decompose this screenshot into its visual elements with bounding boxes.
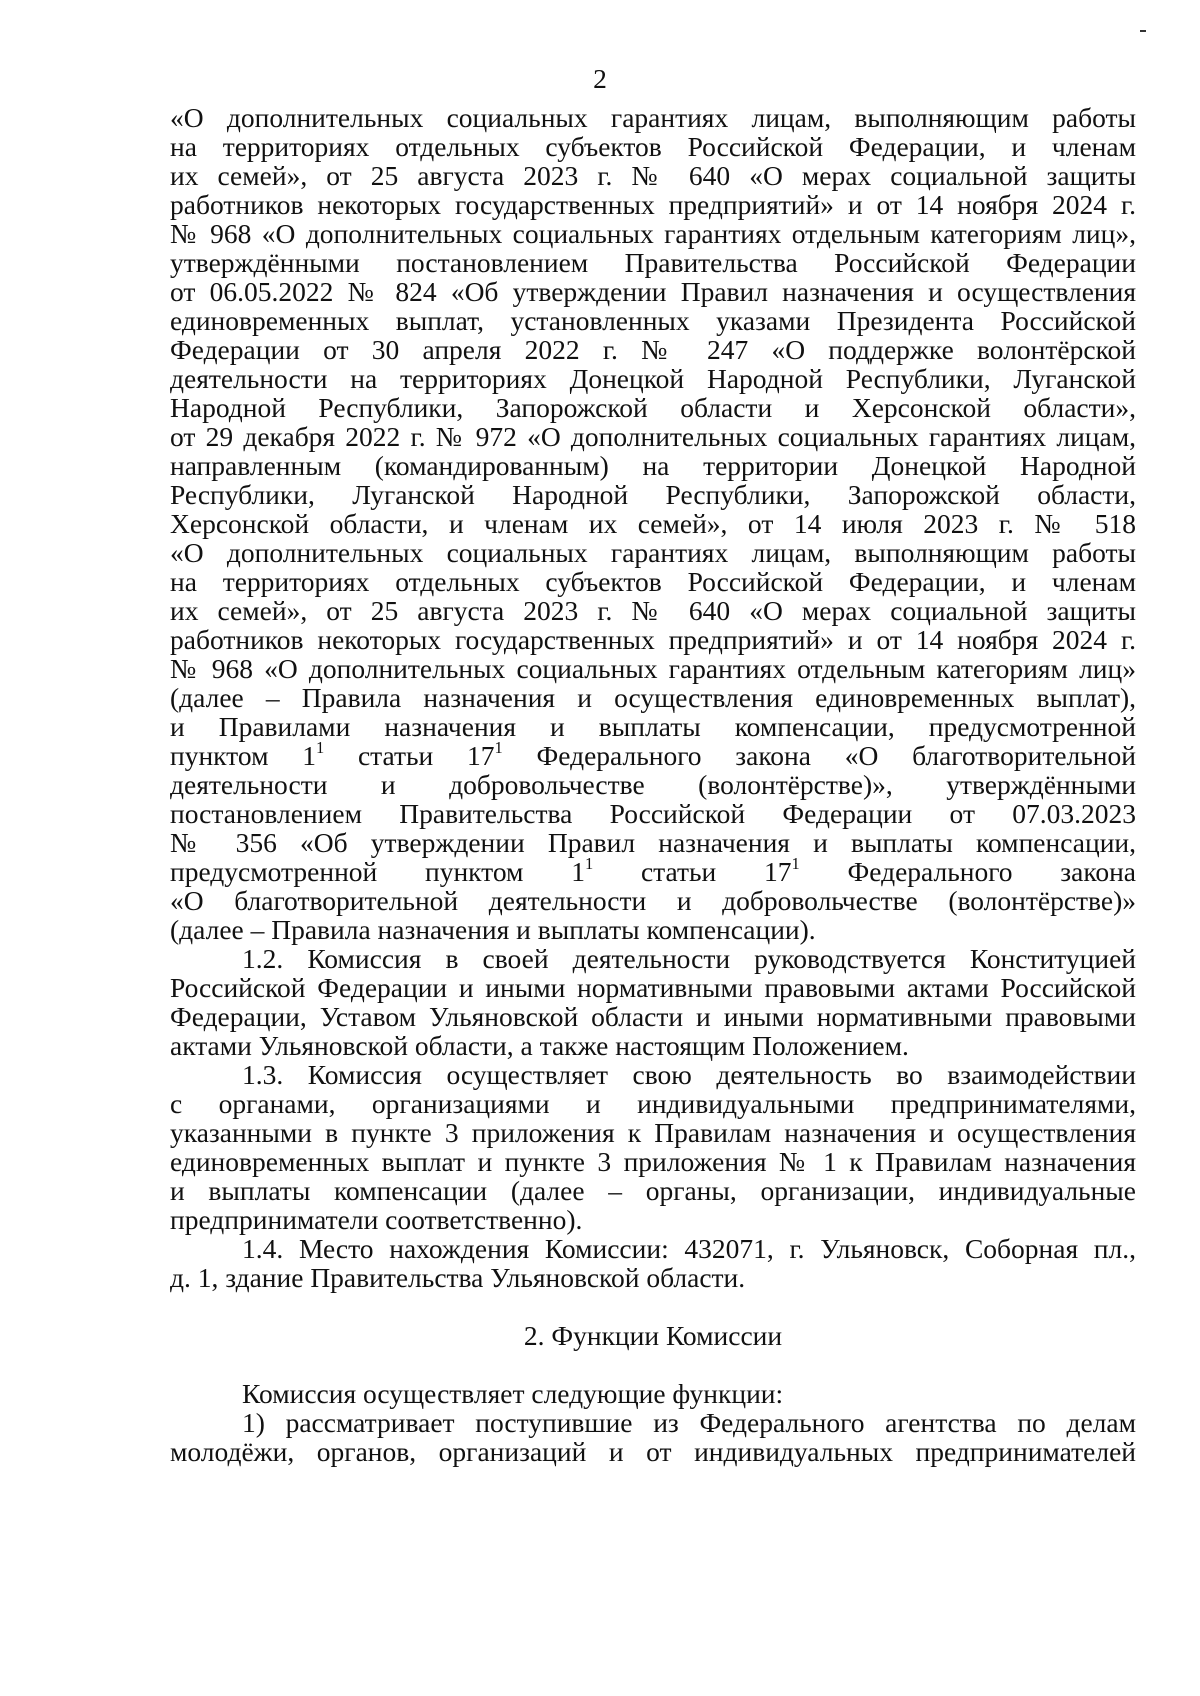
text-line: № 968 «О дополнительных социальных гарантиях отдельным категориям лиц» xyxy=(170,653,1136,684)
text-line: на территориях отдельных субъектов Российской Федерации, и членам xyxy=(170,566,1136,597)
text-line: их семей», от 25 августа 2023 г. № 640 «О мерах социальной защиты xyxy=(170,595,1136,626)
text-fragment: статьи 17 xyxy=(324,740,495,771)
text-fragment: статьи 17 xyxy=(593,856,792,887)
text-line: «О дополнительных социальных гарантиях лицам, выполняющим работы xyxy=(170,102,1136,133)
text-line: от 06.05.2022 № 824 «Об утверждении Правил назначения и осуществления xyxy=(170,276,1136,307)
text-fragment: Федерального закона xyxy=(799,856,1136,887)
text-line: с органами, организациями и индивидуальными предпринимателями, xyxy=(170,1088,1136,1119)
text-line-with-superscript xyxy=(170,737,1136,771)
paragraph-1-3-first-line: 1.3. Комиссия осуществляет свою деятельность во взаимодействии xyxy=(242,1059,1136,1090)
text-line: единовременных выплат, установленных указами Президента Российской xyxy=(170,305,1136,336)
paragraph-1-2-first-line: 1.2. Комиссия в своей деятельности руководствуется Конституцией xyxy=(242,943,1136,974)
page-number: 2 xyxy=(593,63,607,94)
function-item-1-first-line: 1) рассматривает поступившие из Федерального агентства по делам xyxy=(242,1407,1136,1438)
text-fragment: пунктом 1 xyxy=(170,740,316,771)
section-heading: 2. Функции Комиссии xyxy=(523,1320,783,1351)
functions-intro: Комиссия осуществляет следующие функции: xyxy=(242,1378,784,1409)
text-line: Федерации, Уставом Ульяновской области и иными нормативными правовыми xyxy=(170,1001,1136,1032)
text-line: д. 1, здание Правительства Ульяновской области. xyxy=(170,1262,746,1293)
text-line: актами Ульяновской области, а также настоящим Положением. xyxy=(170,1030,909,1061)
text-line: № 356 «Об утверждении Правил назначения и выплаты компенсации, xyxy=(170,827,1136,858)
spacer xyxy=(170,1292,1136,1321)
text-line: постановлением Правительства Российской Федерации от 07.03.2023 xyxy=(170,798,1136,829)
paragraph-1-4-first-line: 1.4. Место нахождения Комиссии: 432071, г. Ульяновск, Соборная пл., xyxy=(242,1233,1136,1264)
text-line: предприниматели соответственно). xyxy=(170,1204,583,1235)
text-line: (далее – Правила назначения и осуществления единовременных выплат), xyxy=(170,682,1136,713)
text-line: «О дополнительных социальных гарантиях лицам, выполняющим работы xyxy=(170,537,1136,568)
spacer xyxy=(170,1350,1136,1379)
text-line: их семей», от 25 августа 2023 г. № 640 «О мерах социальной защиты xyxy=(170,160,1136,191)
text-line: работников некоторых государственных предприятий» и от 14 ноября 2024 г. xyxy=(170,189,1136,220)
text-line-with-superscript xyxy=(170,853,1136,887)
superscript: 1 xyxy=(791,853,800,873)
text-line: молодёжи, органов, организаций и от индивидуальных предпринимателей xyxy=(170,1436,1136,1467)
superscript: 1 xyxy=(315,737,325,757)
text-line: Народной Республики, Запорожской области и Херсонской области», xyxy=(170,392,1136,423)
superscript: 1 xyxy=(494,737,503,757)
text-line: указанными в пункте 3 приложения к Правилам назначения и осуществления xyxy=(170,1117,1136,1148)
text-line: деятельности и добровольчестве (волонтёрстве)», утверждёнными xyxy=(170,769,1136,800)
text-line: работников некоторых государственных предприятий» и от 14 ноября 2024 г. xyxy=(170,624,1136,655)
text-line: единовременных выплат и пункте 3 приложения № 1 к Правилам назначения xyxy=(170,1146,1136,1177)
text-line: деятельности на территориях Донецкой Народной Республики, Луганской xyxy=(170,363,1136,394)
text-line: Республики, Луганской Народной Республики, Запорожской области, xyxy=(170,479,1136,510)
superscript: 1 xyxy=(584,853,594,873)
text-line: от 29 декабря 2022 г. № 972 «О дополнительных социальных гарантиях лицам, xyxy=(170,421,1136,452)
text-fragment: Федерального закона «О благотворительной xyxy=(502,740,1136,771)
text-line: на территориях отдельных субъектов Российской Федерации, и членам xyxy=(170,131,1136,162)
document-body xyxy=(170,103,1136,1466)
text-line: Российской Федерации и иными нормативными правовыми актами Российской xyxy=(170,972,1136,1003)
text-line: утверждёнными постановлением Правительства Российской Федерации xyxy=(170,247,1136,278)
text-line: и Правилами назначения и выплаты компенсации, предусмотренной xyxy=(170,711,1136,742)
text-line: (далее – Правила назначения и выплаты компенсации). xyxy=(170,914,816,945)
scan-mark xyxy=(1140,30,1146,32)
text-line: «О благотворительной деятельности и добровольчестве (волонтёрстве)» xyxy=(170,885,1136,916)
text-line: Федерации от 30 апреля 2022 г. № 247 «О поддержке волонтёрской xyxy=(170,334,1136,365)
text-line: Херсонской области, и членам их семей», от 14 июля 2023 г. № 518 xyxy=(170,508,1136,539)
text-line: направленным (командированным) на территории Донецкой Народной xyxy=(170,450,1136,481)
text-line: № 968 «О дополнительных социальных гарантиях отдельным категориям лиц», xyxy=(170,218,1136,249)
text-fragment: предусмотренной пунктом 1 xyxy=(170,856,585,887)
text-line: и выплаты компенсации (далее – органы, организации, индивидуальные xyxy=(170,1175,1136,1206)
